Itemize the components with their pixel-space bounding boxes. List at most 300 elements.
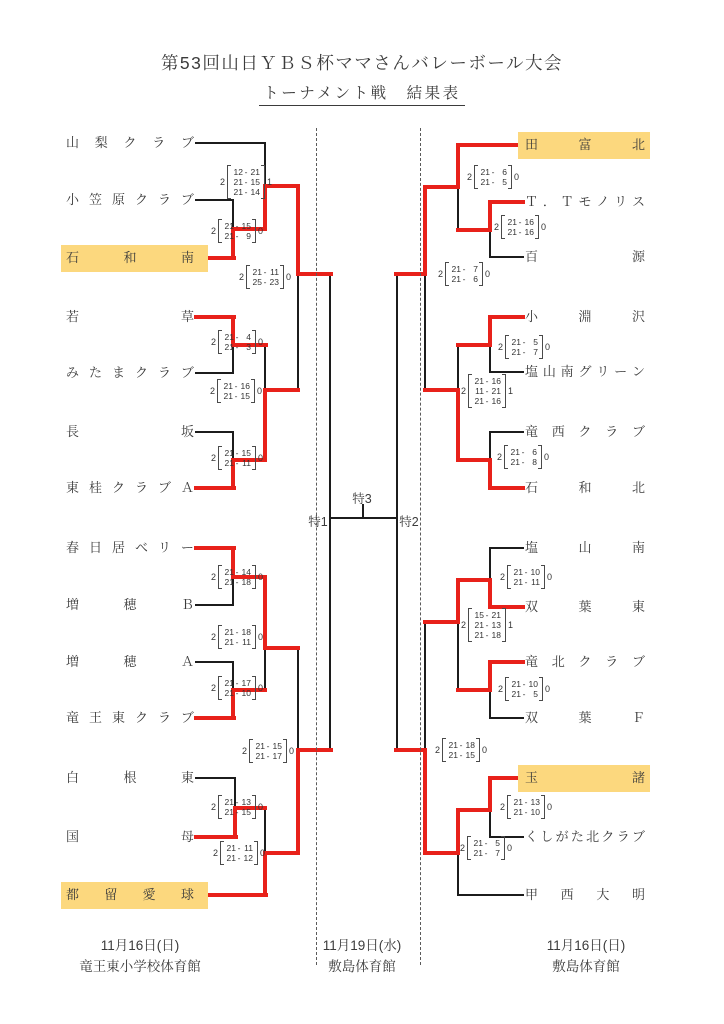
score-bracket xyxy=(535,215,539,239)
subtitle-wrap xyxy=(0,81,724,106)
winner-path-line xyxy=(488,315,525,319)
match-score xyxy=(210,446,264,470)
score-bracket xyxy=(501,836,505,860)
team-label xyxy=(66,475,194,501)
set-score-row: 21 - 15 xyxy=(255,741,282,751)
venue-date: 11月19日(水) xyxy=(322,938,402,953)
match-score xyxy=(497,335,551,359)
sets-won-right: 0 xyxy=(257,453,263,463)
sets-won-left: 2 xyxy=(241,746,247,756)
set-score-row: 21 - 5 xyxy=(480,177,507,187)
team-label-char: ク xyxy=(134,710,148,725)
score-bracket xyxy=(476,738,480,762)
set-score-row: 21 - 16 xyxy=(474,376,501,386)
bracket-line xyxy=(297,647,298,750)
sets-won-right: 0 xyxy=(513,172,519,182)
team-label-char: 竜 xyxy=(66,710,80,725)
set-score-row: 21 - 15 xyxy=(224,221,251,231)
team-label-char: 球 xyxy=(180,887,194,902)
team-label-char: 北 xyxy=(631,480,645,495)
winner-path-line xyxy=(488,458,492,490)
bracket-line xyxy=(489,431,523,432)
special-match-label: 特3 xyxy=(352,492,372,506)
team-label xyxy=(66,360,194,386)
team-label xyxy=(66,535,194,561)
winner-path-line xyxy=(456,143,520,147)
set-score-row: 15 - 21 xyxy=(474,610,501,620)
team-label-char: 原 xyxy=(111,192,125,207)
bracket-line xyxy=(329,273,330,750)
team-label-char: 竜 xyxy=(525,424,539,439)
winner-path-line xyxy=(488,776,492,812)
set-scores xyxy=(223,627,251,647)
winner-path-line xyxy=(296,184,300,276)
set-scores xyxy=(509,447,537,467)
match-score xyxy=(209,379,263,403)
score-bracket xyxy=(218,625,222,649)
team-label xyxy=(66,649,194,675)
bracket-line xyxy=(396,273,397,750)
winner-path-line xyxy=(263,388,300,392)
team-label-char: ラ xyxy=(134,480,148,495)
team-label xyxy=(525,132,645,158)
winner-path-line xyxy=(456,688,492,692)
bracket-line xyxy=(195,604,233,605)
team-label-char: 明 xyxy=(631,887,645,902)
score-bracket xyxy=(467,836,471,860)
set-score-row: 21 - 4 xyxy=(224,332,251,342)
team-label-char: Ｔ xyxy=(525,194,539,209)
sets-won-right: 1 xyxy=(266,177,272,187)
team-label-char: リ xyxy=(614,194,628,209)
team-label-char: Ｔ xyxy=(560,194,574,209)
team-label-char: 坂 xyxy=(180,424,194,439)
venue-date: 11月16日(日) xyxy=(100,938,180,953)
bracket-line xyxy=(424,273,425,390)
sets-won-left: 2 xyxy=(460,620,466,630)
team-label-char: ブ xyxy=(157,480,171,495)
set-score-row: 21 - 15 xyxy=(224,807,251,817)
score-bracket xyxy=(252,330,256,354)
winner-path-line xyxy=(194,835,238,839)
match-score xyxy=(210,625,264,649)
team-label-char: 石 xyxy=(525,480,539,495)
score-bracket xyxy=(505,335,509,359)
sets-won-left: 2 xyxy=(219,177,225,187)
set-score-row: 21 - 15 xyxy=(224,448,251,458)
set-score-row: 21 - 11 xyxy=(224,637,251,647)
set-score-row: 21 - 7 xyxy=(473,848,500,858)
team-label-char: 石 xyxy=(66,250,80,265)
team-label-char: 山 xyxy=(66,135,80,150)
team-label-char: 根 xyxy=(123,770,137,785)
team-label-char: 小 xyxy=(525,309,539,324)
team-label xyxy=(66,245,194,271)
match-score xyxy=(210,219,264,243)
team-label-char: 東 xyxy=(66,480,80,495)
winner-path-line xyxy=(206,893,268,897)
team-label-char: 穂 xyxy=(123,597,137,612)
set-scores xyxy=(450,264,478,284)
sets-won-left: 2 xyxy=(459,843,465,853)
team-label xyxy=(525,189,645,215)
winner-path-line xyxy=(194,486,236,490)
set-score-row: 21 - 3 xyxy=(224,342,251,352)
team-label-char: ク xyxy=(123,135,137,150)
team-label-char: ノ xyxy=(596,194,610,209)
team-label-char: Ｆ xyxy=(631,710,645,725)
winner-path-line xyxy=(456,343,492,347)
score-bracket xyxy=(218,565,222,589)
team-label-char: ス xyxy=(631,194,645,209)
set-score-row: 21 - 17 xyxy=(255,751,282,761)
score-bracket xyxy=(218,330,222,354)
venue-block xyxy=(20,935,260,977)
score-bracket xyxy=(283,739,287,763)
match-score xyxy=(212,841,266,865)
sets-won-left: 2 xyxy=(437,269,443,279)
set-scores xyxy=(512,567,540,587)
team-label xyxy=(66,824,194,850)
team-label-char: Ｂ xyxy=(180,597,194,612)
match-score xyxy=(210,676,264,700)
set-scores xyxy=(225,843,253,863)
team-label-char: ブ xyxy=(631,424,645,439)
team-label-char: 山 xyxy=(578,540,592,555)
sets-won-left: 2 xyxy=(210,632,216,642)
bracket-line xyxy=(489,431,490,460)
bracket-line xyxy=(457,894,523,895)
sets-won-right: 1 xyxy=(507,386,513,396)
tournament-subtitle: トーナメント戦 結果表 xyxy=(259,81,464,106)
team-label-char: 国 xyxy=(66,829,80,844)
sets-won-right: 0 xyxy=(540,222,546,232)
team-label-char: ラ xyxy=(157,192,171,207)
set-score-row: 25 - 23 xyxy=(252,277,279,287)
team-label-char: ラ xyxy=(157,710,171,725)
team-label-char: Ａ xyxy=(180,480,194,495)
team-label xyxy=(525,594,645,620)
score-bracket xyxy=(220,841,224,865)
winner-path-line xyxy=(394,748,427,752)
tournament-title: 第53回山日ＹＢＳ杯ママさんバレーボール大会 xyxy=(160,53,564,73)
venue-block xyxy=(242,935,482,977)
match-score xyxy=(460,374,514,408)
team-label-char: ク xyxy=(578,654,592,669)
team-label-char: 南 xyxy=(180,250,194,265)
score-bracket xyxy=(218,446,222,470)
team-label-char: 増 xyxy=(66,597,80,612)
sets-won-left: 2 xyxy=(460,386,466,396)
sets-won-right: 0 xyxy=(257,802,263,812)
set-score-row: 21 - 16 xyxy=(223,381,250,391)
team-label-char: 大 xyxy=(596,887,610,902)
score-bracket xyxy=(507,565,511,589)
sets-won-right: 0 xyxy=(257,337,263,347)
team-label-char: 諸 xyxy=(631,770,645,785)
set-scores xyxy=(447,740,475,760)
set-score-row: 21 - 9 xyxy=(224,231,251,241)
team-label-char: 桂 xyxy=(88,480,102,495)
team-label-char: 和 xyxy=(578,480,592,495)
set-score-row: 21 - 11 xyxy=(513,577,540,587)
team-label-char: リ xyxy=(596,364,610,379)
sets-won-left: 2 xyxy=(499,572,505,582)
team-label-char: ブ xyxy=(631,829,645,844)
match-score xyxy=(434,738,488,762)
winner-path-line xyxy=(296,748,300,855)
match-score xyxy=(241,739,295,763)
score-bracket xyxy=(251,379,255,403)
set-scores xyxy=(223,797,251,817)
score-bracket xyxy=(502,374,506,408)
set-score-row: 21 - 10 xyxy=(513,807,540,817)
bracket-line xyxy=(457,186,458,230)
team-label-char: 白 xyxy=(66,770,80,785)
team-label-char: ン xyxy=(631,364,645,379)
winner-path-line xyxy=(263,646,300,650)
set-score-row: 21 - 10 xyxy=(224,688,251,698)
bracket-line xyxy=(489,256,523,257)
match-score xyxy=(437,262,491,286)
team-label-char: 西 xyxy=(560,887,574,902)
sets-won-right: 0 xyxy=(484,269,490,279)
winner-path-line xyxy=(456,228,492,232)
score-bracket xyxy=(218,676,222,700)
score-bracket xyxy=(249,739,253,763)
score-bracket xyxy=(539,677,543,701)
set-score-row: 21 - 11 xyxy=(252,267,279,277)
set-score-row: 21 - 10 xyxy=(511,679,538,689)
team-label-char: ク xyxy=(134,192,148,207)
sets-won-left: 2 xyxy=(238,272,244,282)
score-bracket xyxy=(468,374,472,408)
bracket-line xyxy=(195,142,265,143)
team-label xyxy=(66,765,194,791)
bracket-line xyxy=(195,199,233,200)
match-score xyxy=(219,165,273,199)
match-score xyxy=(210,330,264,354)
team-label-char: 長 xyxy=(66,424,80,439)
sets-won-left: 2 xyxy=(210,337,216,347)
score-bracket xyxy=(539,335,543,359)
team-label xyxy=(66,419,194,445)
winner-path-line xyxy=(423,185,427,276)
score-bracket xyxy=(442,738,446,762)
set-score-row: 21 - 10 xyxy=(513,567,540,577)
team-label-char: 北 xyxy=(631,137,645,152)
team-label-char: 居 xyxy=(111,540,125,555)
match-score xyxy=(459,836,513,860)
set-scores xyxy=(223,448,251,468)
set-scores xyxy=(251,267,279,287)
sets-won-right: 0 xyxy=(285,272,291,282)
winner-path-line xyxy=(488,486,525,490)
set-scores xyxy=(472,838,500,858)
set-scores xyxy=(223,221,251,241)
winner-path-line xyxy=(194,315,236,319)
set-score-row: 21 - 15 xyxy=(223,391,250,401)
set-score-row: 21 - 18 xyxy=(224,627,251,637)
sets-won-left: 2 xyxy=(434,745,440,755)
team-label-char: み xyxy=(66,365,80,380)
winner-path-line xyxy=(488,660,525,664)
score-bracket xyxy=(217,379,221,403)
bracket-line xyxy=(297,273,298,390)
winner-path-line xyxy=(194,716,236,720)
set-score-row: 21 - 16 xyxy=(507,217,534,227)
team-label-char: た xyxy=(570,829,584,844)
set-score-row: 21 - 16 xyxy=(474,396,501,406)
score-bracket xyxy=(252,565,256,589)
team-label-char: 沢 xyxy=(631,309,645,324)
team-label-char: 双 xyxy=(525,599,539,614)
sets-won-right: 0 xyxy=(544,342,550,352)
team-label xyxy=(66,130,194,156)
score-bracket xyxy=(445,262,449,286)
sets-won-left: 2 xyxy=(497,342,503,352)
venue-block xyxy=(466,935,706,977)
team-label xyxy=(66,187,194,213)
team-label-char: 葉 xyxy=(578,710,592,725)
sets-won-right: 0 xyxy=(256,386,262,396)
team-label xyxy=(525,419,645,445)
team-label-char: 富 xyxy=(578,137,592,152)
team-label-char: ラ xyxy=(157,365,171,380)
team-label-char: ー xyxy=(614,364,628,379)
team-label xyxy=(525,475,645,501)
set-score-row: 21 - 11 xyxy=(226,843,253,853)
team-label-char: ラ xyxy=(605,654,619,669)
bracket-line xyxy=(195,661,233,662)
sets-won-right: 0 xyxy=(546,802,552,812)
set-score-row: 21 - 18 xyxy=(474,630,501,640)
bracket-line xyxy=(195,372,233,373)
team-label xyxy=(66,705,194,731)
score-bracket xyxy=(218,219,222,243)
match-score xyxy=(210,795,264,819)
winner-path-line xyxy=(488,200,525,204)
score-bracket xyxy=(474,165,478,189)
team-label-char: ク xyxy=(578,424,592,439)
sets-won-right: 0 xyxy=(259,848,265,858)
team-label-char: が xyxy=(555,829,569,844)
winner-path-line xyxy=(456,808,492,812)
winner-path-line xyxy=(263,851,300,855)
sets-won-left: 2 xyxy=(209,386,215,396)
score-bracket xyxy=(252,795,256,819)
venue-date: 11月16日(日) xyxy=(546,938,626,953)
score-bracket xyxy=(227,165,231,199)
team-label-char: 葉 xyxy=(578,599,592,614)
set-scores xyxy=(222,381,250,401)
team-label-char: ブ xyxy=(180,192,194,207)
team-label-char: し xyxy=(540,829,554,844)
winner-path-line xyxy=(296,748,333,752)
winner-path-line xyxy=(423,620,460,624)
score-bracket xyxy=(541,565,545,589)
set-score-row: 21 - 5 xyxy=(511,337,538,347)
team-label-char: 王 xyxy=(88,710,102,725)
team-label-char: 北 xyxy=(551,654,565,669)
set-score-row: 21 - 14 xyxy=(233,187,260,197)
team-label-char: 日 xyxy=(88,540,102,555)
set-scores xyxy=(473,376,501,406)
winner-path-line xyxy=(456,578,492,582)
match-score xyxy=(460,608,514,642)
team-label-char: 百 xyxy=(525,249,539,264)
team-label-char: 塩 xyxy=(525,364,539,379)
set-score-row: 21 - 17 xyxy=(224,678,251,688)
bracket-line xyxy=(457,344,458,390)
team-label-char: 東 xyxy=(631,599,645,614)
winner-path-line xyxy=(394,272,427,276)
set-score-row: 21 - 18 xyxy=(224,577,251,587)
set-score-row: 21 - 13 xyxy=(474,620,501,630)
set-scores xyxy=(510,679,538,699)
sets-won-right: 0 xyxy=(288,746,294,756)
sets-won-right: 0 xyxy=(506,843,512,853)
team-label-char: ラ xyxy=(616,829,630,844)
score-bracket xyxy=(246,265,250,289)
winner-path-line xyxy=(423,851,460,855)
bracket-line xyxy=(424,621,425,750)
team-label xyxy=(66,304,194,330)
bracket-line xyxy=(489,371,523,372)
team-label-char: 穂 xyxy=(123,654,137,669)
set-score-row: 21 - 13 xyxy=(513,797,540,807)
team-label-char: 留 xyxy=(104,887,118,902)
sets-won-left: 2 xyxy=(496,452,502,462)
bracket-line xyxy=(195,431,233,432)
winner-path-line xyxy=(423,388,460,392)
team-label-char: 増 xyxy=(66,654,80,669)
sets-won-right: 0 xyxy=(257,226,263,236)
sets-won-right: 0 xyxy=(257,683,263,693)
sets-won-left: 2 xyxy=(210,226,216,236)
score-bracket xyxy=(252,219,256,243)
match-score xyxy=(466,165,520,189)
team-label xyxy=(525,882,645,908)
bracket-line xyxy=(489,547,490,580)
team-label-char: ラ xyxy=(605,424,619,439)
venue-name: 敷島体育館 xyxy=(552,959,620,974)
match-score xyxy=(210,565,264,589)
special-match-label: 特1 xyxy=(308,515,328,529)
team-label-char: 母 xyxy=(180,829,194,844)
set-score-row: 21 - 11 xyxy=(224,458,251,468)
team-label-char: 草 xyxy=(180,309,194,324)
team-label xyxy=(525,535,645,561)
team-label-char: ク xyxy=(601,829,615,844)
team-label-char: 笠 xyxy=(88,192,102,207)
set-score-row: 21 - 18 xyxy=(448,740,475,750)
venue-name: 敷島体育館 xyxy=(328,959,396,974)
score-bracket xyxy=(280,265,284,289)
venue-divider-dashed-line xyxy=(316,128,317,965)
team-label-char: リ xyxy=(157,540,171,555)
sets-won-left: 2 xyxy=(212,848,218,858)
match-score xyxy=(497,677,551,701)
score-bracket xyxy=(261,165,265,199)
score-bracket xyxy=(218,795,222,819)
score-bracket xyxy=(504,445,508,469)
score-bracket xyxy=(538,445,542,469)
winner-path-line xyxy=(456,458,492,462)
set-score-row: 21 - 15 xyxy=(448,750,475,760)
team-label-char: 田 xyxy=(525,137,539,152)
set-score-row: 11 - 21 xyxy=(475,386,501,396)
